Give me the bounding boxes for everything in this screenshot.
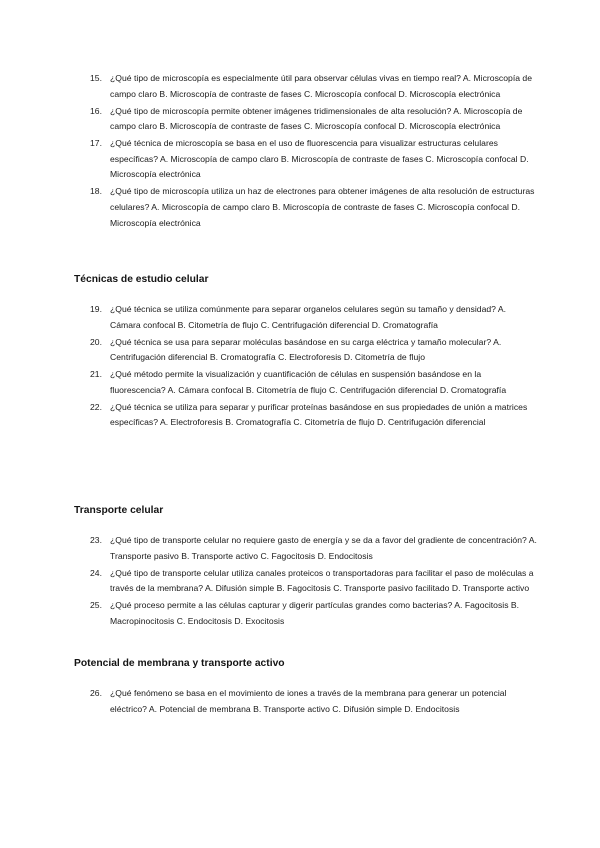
question-number: 15. (90, 73, 103, 83)
section-heading-tecnicas: Técnicas de estudio celular (74, 274, 209, 285)
question-item (0, 71, 600, 102)
question-number: 16. (90, 105, 103, 116)
question-number: 21. (90, 369, 103, 380)
question-text: ¿Qué tipo de transporte celular no requiere gasto de energía y se da a favor del gradiente de concentración? A. Transporte pasivo B. Transporte activo C. Fagocitosis D. Endocitosis (110, 535, 537, 561)
question-text: ¿Qué técnica se utiliza para separar y purificar proteínas basándose en sus propiedades de unión a matrices específicas? A. Electroforesis B. Cromatografía C. Citometría de flujo D. Centrifugación diferencial (110, 401, 528, 428)
question-item (0, 184, 600, 231)
question-item (0, 367, 600, 398)
question-item (0, 335, 600, 366)
question-number: 20. (90, 336, 103, 347)
question-group-tecnicas (0, 302, 600, 432)
question-list (0, 686, 600, 717)
question-item (0, 400, 600, 431)
question-number: 23. (90, 535, 103, 545)
question-number: 24. (90, 567, 103, 578)
question-item (0, 686, 600, 717)
question-item (0, 104, 600, 135)
question-list (0, 71, 600, 231)
question-group-transporte (0, 533, 600, 631)
question-number: 17. (90, 138, 103, 149)
question-list (0, 533, 600, 629)
question-text: ¿Qué técnica de microscopía se basa en el uso de fluorescencia para visualizar estructuras celulares específicas? A. Microscopía de campo claro B. Microscopía de contraste de fases C. Microscopía confocal D. Microscopía electrónica (110, 138, 529, 180)
question-item (0, 598, 600, 629)
question-number: 19. (90, 304, 103, 314)
question-number: 25. (90, 600, 103, 611)
question-text: ¿Qué tipo de microscopía utiliza un haz de electrones para obtener imágenes de alta resolución de estructuras celulares? A. Microscopía de campo claro B. Microscopía de contraste de fases C. Microscopía confocal D. Microscopía electrónica (110, 186, 535, 228)
question-text: ¿Qué tipo de microscopía permite obtener imágenes tridimensionales de alta resolución? A. Microscopía de campo claro B. Microscopía de contraste de fases C. Microscopía confocal D. Microscopía electrónica (110, 105, 523, 132)
question-item (0, 533, 600, 564)
question-number: 18. (90, 186, 103, 197)
question-text: ¿Qué tipo de transporte celular utiliza canales proteicos o transportadoras para facilitar el paso de moléculas a través de la membrana? A. Difusión simple B. Fagocitosis C. Transporte pasivo facilitado D. Transporte activo (110, 567, 534, 594)
question-number: 26. (90, 688, 103, 698)
question-text: ¿Qué técnica se utiliza comúnmente para separar organelos celulares según su tamaño y densidad? A. Cámara confocal B. Citometría de flujo C. Centrifugación diferencial D. Cromatografía (110, 304, 507, 330)
question-number: 22. (90, 401, 103, 412)
question-text: ¿Qué método permite la visualización y cuantificación de células en suspensión basándose en la fluorescencia? A. Cámara confocal B. Citometría de flujo C. Centrifugación diferencial D. Cromatografía (110, 369, 507, 395)
section-heading-potencial: Potencial de membrana y transporte activo (74, 658, 285, 669)
question-item (0, 302, 600, 333)
question-text: ¿Qué proceso permite a las células capturar y digerir partículas grandes como bacterias? A. Fagocitosis B. Macropinocitosis C. Endocitosis D. Exocitosis (110, 600, 520, 626)
question-group-potencial (0, 686, 600, 719)
question-text: ¿Qué técnica se usa para separar moléculas basándose en su carga eléctrica y tamaño molecular? A. Centrifugación diferencial B. Cromatografía C. Electroforesis D. Citometría de flujo (110, 336, 502, 363)
question-item (0, 566, 600, 597)
question-text: ¿Qué tipo de microscopía es especialmente útil para observar células vivas en tiempo real? A. Microscopía de campo claro B. Microscopía de contraste de fases C. Microscopía confocal D. Microscopía electrónica (110, 73, 533, 99)
question-text: ¿Qué fenómeno se basa en el movimiento de iones a través de la membrana para generar un potencial eléctrico? A. Potencial de membrana B. Transporte activo C. Difusión simple D. Endocitosis (110, 688, 507, 714)
question-group-microscopy (0, 71, 600, 233)
question-list (0, 302, 600, 431)
question-item (0, 136, 600, 183)
section-heading-transporte: Transporte celular (74, 505, 164, 516)
